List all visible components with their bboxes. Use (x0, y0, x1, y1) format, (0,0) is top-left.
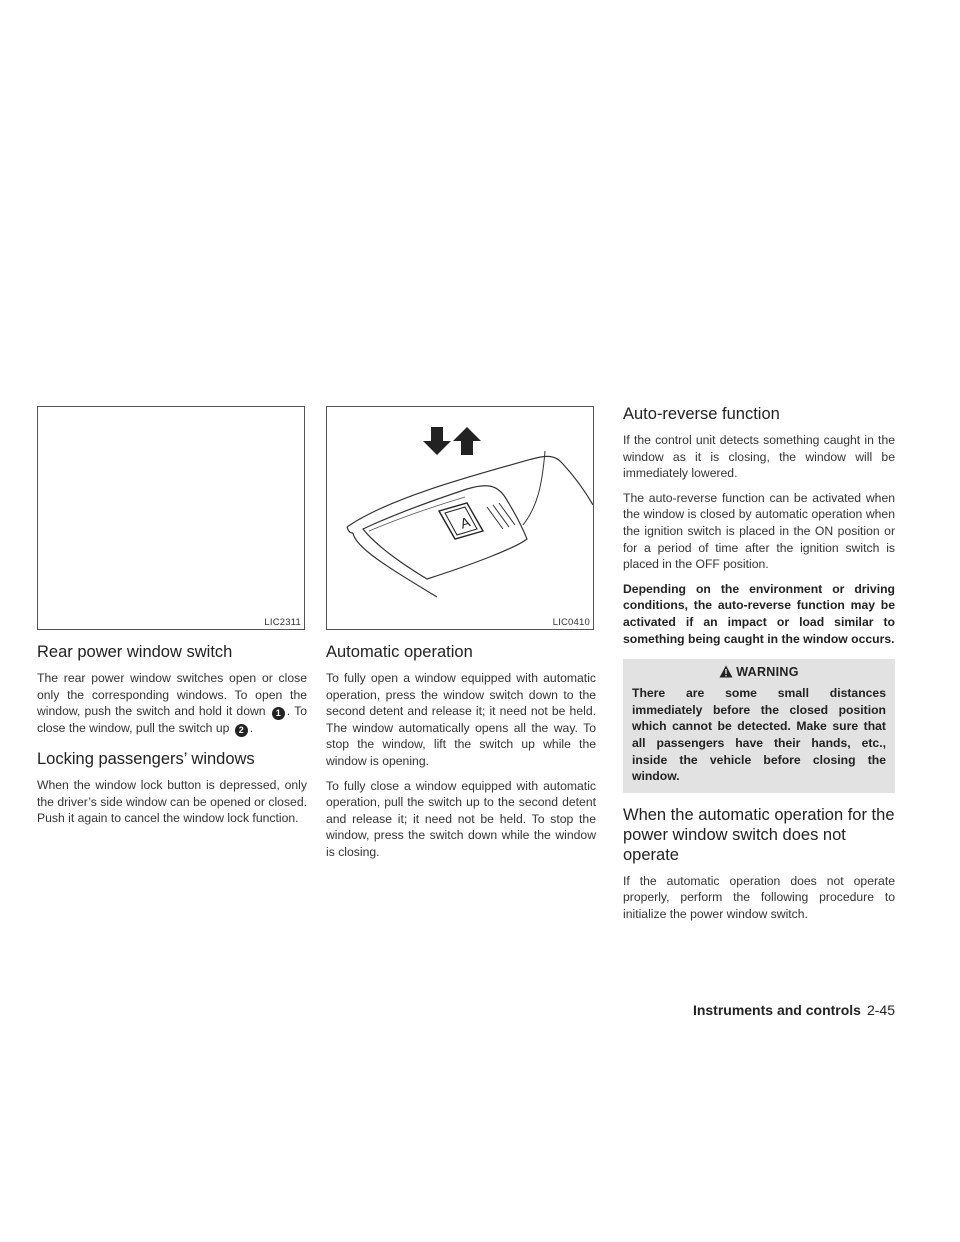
window-switch-illustration (327, 407, 593, 629)
paragraph-auto-reverse-1: If the control unit detects something caught in the window as it is closing, the window will be immediately lowered. (623, 433, 895, 481)
arrow-up-icon (453, 427, 481, 455)
heading-automatic-operation: Automatic operation (326, 643, 473, 661)
text: The rear power window switches open or close only the corresponding windows. To open the window, push the switch and hold it down (37, 671, 307, 719)
text: . (249, 721, 254, 736)
page-number: 2-45 (866, 1002, 895, 1018)
paragraph-window-lock: When the window lock button is depressed, only the driver’s side window can be opened or closed. Push it again to cancel the window lock function. (37, 778, 307, 826)
paragraph-auto-open: To fully open a window equipped with automatic operation, press the window switch down to the second detent and release it; it need not be held. The window automatically opens all the way. To stop the window, lift the switch up while the window is opening. (326, 671, 596, 768)
paragraph-auto-reverse-2: The auto-reverse function can be activated when the window is closed by automatic operation when the ignition switch is placed in the ON position or for a period of time after the ignition switch is placed in the OFF position. (623, 490, 895, 572)
warning-label: WARNING (736, 665, 799, 680)
figure-code: LIC2311 (264, 617, 301, 628)
warning-box (623, 659, 895, 793)
callout-number-2: 2 (235, 724, 248, 737)
warning-text: There are some small distances immediately before the closed position which cannot be detected. Make sure that all passengers have their hands, etc., inside the vehicle before closing the window. (632, 686, 886, 784)
heading-automatic-not-operate: When the automatic operation for the power window switch does not operate (623, 805, 895, 864)
paragraph-auto-close: To fully close a window equipped with automatic operation, pull the switch up to the second detent and release it; it need not be held. To stop the window, press the switch down while the window is closing. (326, 778, 596, 859)
warning-icon (719, 665, 733, 678)
heading-rear-power-window-switch: Rear power window switch (37, 643, 233, 661)
callout-number-1: 1 (272, 707, 285, 720)
column-3 (623, 404, 895, 930)
paragraph-auto-reverse-3: Depending on the environment or driving conditions, the auto-reverse function may be activated if an impact or load similar to something being caught in the window occurs. (623, 581, 895, 646)
paragraph-rear-window (37, 670, 307, 737)
page-footer (678, 1002, 895, 1018)
switch-letter-a: A (458, 513, 473, 532)
figure-code: LIC0410 (552, 617, 590, 628)
warning-title (632, 665, 886, 679)
figure-rear-window-switch (37, 406, 305, 630)
column-1 (37, 406, 307, 835)
arrow-down-icon (423, 427, 451, 455)
text: . To close the window, pull the switch up (37, 704, 307, 736)
paragraph-initialize: If the automatic operation does not operate properly, perform the following procedure to initialize the power window switch. (623, 873, 895, 921)
heading-locking-passengers-windows: Locking passengers’ windows (37, 750, 255, 769)
footer-section-title: Instruments and controls (692, 1002, 861, 1018)
figure-automatic-switch (326, 406, 594, 630)
heading-auto-reverse-function: Auto-reverse function (623, 405, 780, 423)
column-2 (326, 406, 596, 869)
